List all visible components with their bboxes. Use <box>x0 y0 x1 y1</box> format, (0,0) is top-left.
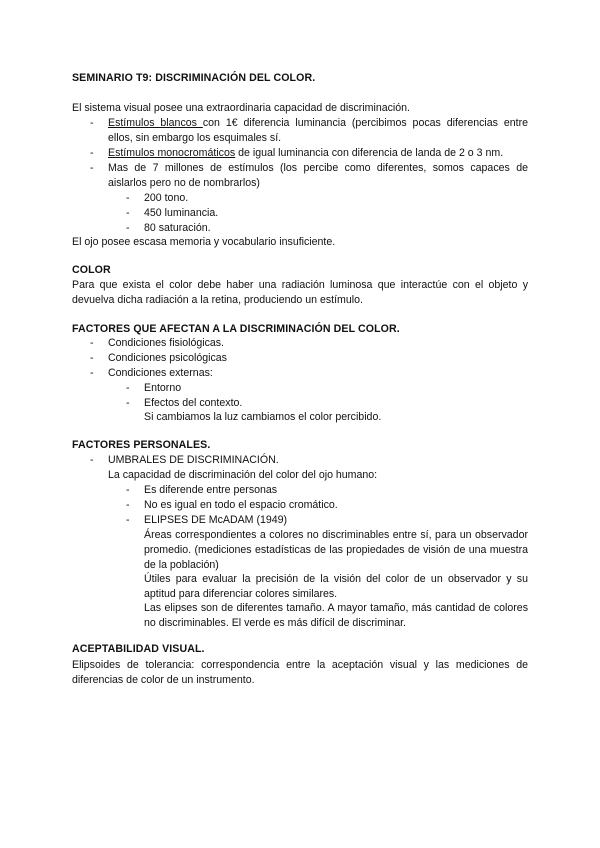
sub-bullet: - <box>126 514 130 526</box>
sub-bullet: - <box>126 192 130 204</box>
factor-physiological: Condiciones fisiológicas. <box>108 337 225 349</box>
factor-external: Condiciones externas: <box>108 367 213 379</box>
bullet: - <box>90 147 94 159</box>
factor-psychological: Condiciones psicológicas <box>108 352 227 364</box>
bullet: - <box>90 162 94 174</box>
list-item-monochromatic <box>108 146 528 161</box>
list-item-text: con 1€ diferencia luminancia (percibimos pocas diferencias entre ellos, sin embargo los esquimales sí. <box>108 117 529 144</box>
list-item-white-stimuli <box>108 116 528 146</box>
factors-heading: FACTORES QUE AFECTAN A LA DISCRIMINACIÓN DEL COLOR. <box>72 323 400 335</box>
context-note: Si cambiamos la luz cambiamos el color percibido. <box>144 411 382 423</box>
list-item-text: de igual luminancia con diferencia de landa de 2 o 3 nm. <box>235 147 504 159</box>
list-item-millions: Mas de 7 millones de estímulos (los percibe como diferentes, somos capaces de aislarlos pero no de nombrarlos) <box>108 162 528 189</box>
sub-item-saturation: 80 saturación. <box>144 222 211 234</box>
thresholds-intro: La capacidad de discriminación del color del ojo humano: <box>108 469 378 481</box>
color-paragraph: Para que exista el color debe haber una radiación luminosa que interactúe con el objeto y devuelva dicha radiación a la retina, produciendo un estímulo. <box>72 279 528 306</box>
personal-heading: FACTORES PERSONALES. <box>72 439 211 451</box>
sub-item-chromatic-space: No es igual en todo el espacio cromático. <box>144 499 338 511</box>
sub-bullet: - <box>126 382 130 394</box>
page-title: SEMINARIO T9: DISCRIMINACIÓN DEL COLOR. <box>72 72 316 84</box>
sub-item-between-people: Es diferende entre personas <box>144 484 278 496</box>
acceptability-heading: ACEPTABILIDAD VISUAL. <box>72 643 205 655</box>
thresholds-item: UMBRALES DE DISCRIMINACIÓN. <box>108 454 279 466</box>
macadam-paragraph-3: Las elipses son de diferentes tamaño. A mayor tamaño, más cantidad de colores no discriminables. El verde es más difícil de discriminar. <box>144 602 528 629</box>
bullet: - <box>90 352 94 364</box>
sub-bullet: - <box>126 222 130 234</box>
bullet: - <box>90 117 94 129</box>
color-heading: COLOR <box>72 264 111 276</box>
bullet: - <box>90 337 94 349</box>
sub-item-context: Efectos del contexto. <box>144 397 243 409</box>
sub-bullet: - <box>126 484 130 496</box>
sub-item-environment: Entorno <box>144 382 182 394</box>
intro-text: El sistema visual posee una extraordinaria capacidad de discriminación. <box>72 102 411 114</box>
underlined-term: Estímulos blancos <box>108 117 203 129</box>
sub-item-tone: 200 tono. <box>144 192 189 204</box>
sub-bullet: - <box>126 397 130 409</box>
macadam-paragraph-1: Áreas correspondientes a colores no discriminables entre sí, para un observador promedio. (mediciones estadísticas de las propiedades de visión de una muestra de la población) <box>144 529 528 571</box>
sub-bullet: - <box>126 499 130 511</box>
bullet: - <box>90 454 94 466</box>
sub-bullet: - <box>126 207 130 219</box>
memory-text: El ojo posee escasa memoria y vocabulario insuficiente. <box>72 236 336 248</box>
sub-item-macadam: ELIPSES DE McADAM (1949) <box>144 514 288 526</box>
sub-item-luminance: 450 luminancia. <box>144 207 219 219</box>
acceptability-paragraph: Elipsoides de tolerancia: correspondencia entre la aceptación visual y las mediciones de diferencias de color de un instrumento. <box>72 659 528 686</box>
macadam-paragraph-2: Útiles para evaluar la precisión de la visión del color de un observador y su aptitud para diferenciar colores similares. <box>144 573 528 600</box>
bullet: - <box>90 367 94 379</box>
underlined-term: Estímulos monocromáticos <box>108 147 236 159</box>
